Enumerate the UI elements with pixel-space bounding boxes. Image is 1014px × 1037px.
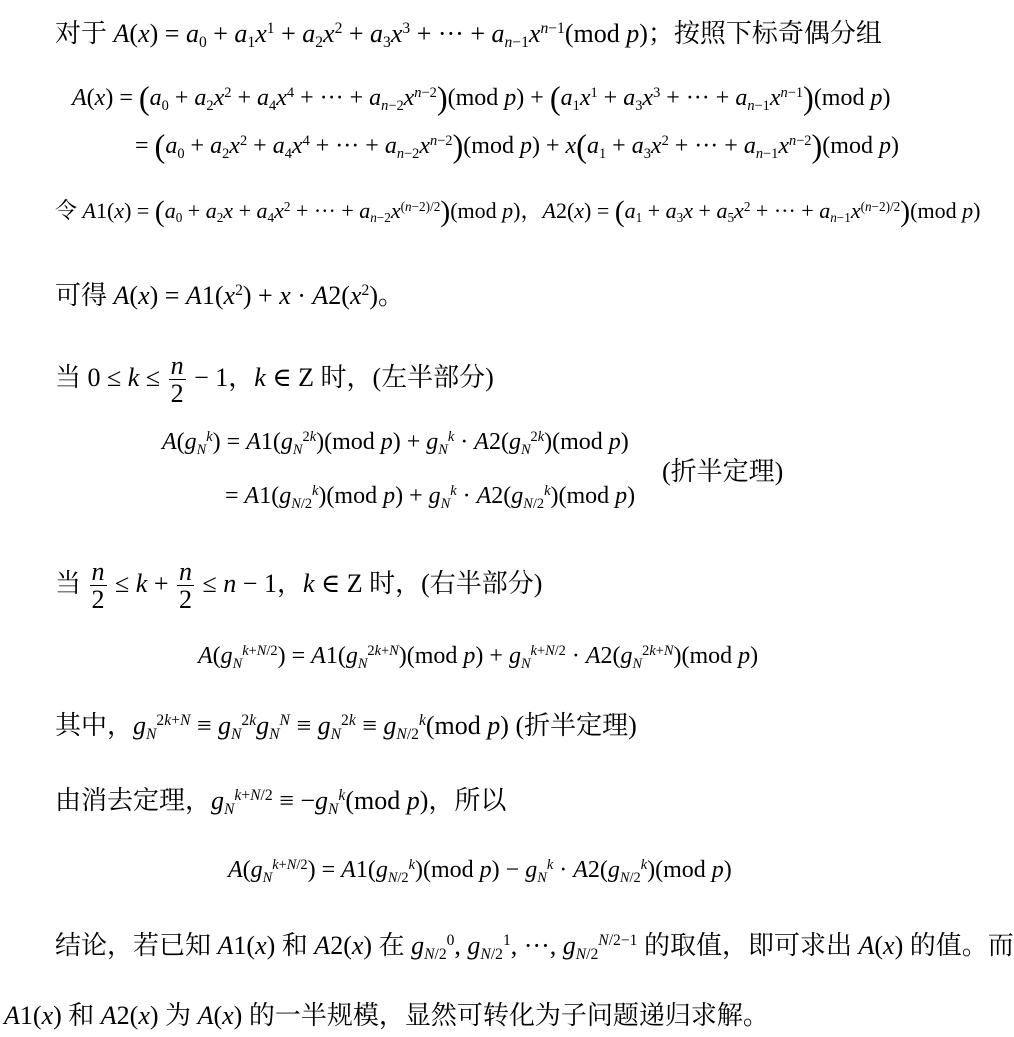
- equation-a-factored: = ($a_0 + a_2x^2 + a_4x^4$ + ··· + $a_{n-2}x^{n-2})(mod$ $p) + x(a_1 + a_3x^2$ + ··· + $a_{n-1}x^{n-2})(mod$ p): [135, 129, 899, 165]
- where-clause: 其中，$g_N^{2k+N} \equiv g_N^{2k}g_N^N \equiv g_N^{2k} \equiv g_{N/2}^k(mod$ p) (折半定理): [55, 711, 637, 744]
- equation-a-split: $A(x) = (a_0 + a_2x^2 + a_4x^4$ + ··· + $a_{n-2}x^{n-2})(mod$ $p) + (a_1x^1 + a_3x^3$ + ··· + $a_{n-1}x^{n-1})(mod$ p): [72, 81, 891, 117]
- equation-left-half-2: = $A1(g_{N/2}^k)(mod$ $p) + g_N^k \cdot A2(g_{N/2}^k)(mod$ p): [225, 483, 636, 513]
- paragraph-grouping-intro: 对于 $A(x) = a_0 + a_1x^1 + a_2x^2 + a_3x^3$ + ··· + $a_{n-1}x^{n-1}(mod$ p)；按照下标奇偶分组: [55, 19, 882, 52]
- definition-a1-a2: 令 $A1(x) = (a_0 + a_2x + a_4x^2$ + ··· + $a_{n-2}x^{(n-2)/2})(mod$ p)，$A2(x) = (a_1 + a_3x + a_5x^2$ + ··· + $a_{n-1}x^{(n-2)/2})(mod$ p): [55, 196, 981, 228]
- conclusion-line-2: A1(x) 和 A2(x) 为 A(x) 的一半规模，显然可转化为子问题递归求解。: [4, 1001, 769, 1030]
- equation-left-half-1: $A(g_N^k) = A1(g_N^{2k})(mod$ $p) + g_N^k \cdot A2(g_N^{2k})(mod$ p): [162, 429, 629, 459]
- conclusion-line-1: 结论，若已知 A1(x) 和 A2(x) 在 $g_{N/2}^0$, $g_{N/2}^1$, ···, $g_{N/2}^{N/2-1}$ 的取值，即可求出 A(x) 的值。而: [55, 931, 1014, 964]
- equation-right-half: $A(g_N^{k+N/2}) = A1(g_N^{2k+N})(mod$ $p) + g_N^{k+N/2} \cdot A2(g_N^{2k+N})(mod$ p): [198, 643, 759, 673]
- condition-right-half: 当 $\frac{n}{2}$ ≤ k + $\frac{n}{2}$ ≤ n − 1，k ∈ Z 时，(右半部分): [55, 557, 543, 615]
- note-halving-theorem: (折半定理): [662, 457, 784, 486]
- condition-left-half: 当 0 ≤ k ≤ $\frac{n}{2}$ − 1，k ∈ Z 时，(左半部分): [55, 351, 494, 409]
- cancellation-clause: 由消去定理，$g_N^{k+N/2} \equiv -g_N^k(mod$ p)，所以: [55, 786, 507, 819]
- equation-right-half-result: $A(g_N^{k+N/2}) = A1(g_{N/2}^k)(mod$ $p) - g_N^k \cdot A2(g_{N/2}^k)(mod$ p): [228, 857, 732, 887]
- result-a-decomposition: 可得 $A(x) = A1(x^2) + x \cdot A2(x^2)$。: [55, 281, 404, 310]
